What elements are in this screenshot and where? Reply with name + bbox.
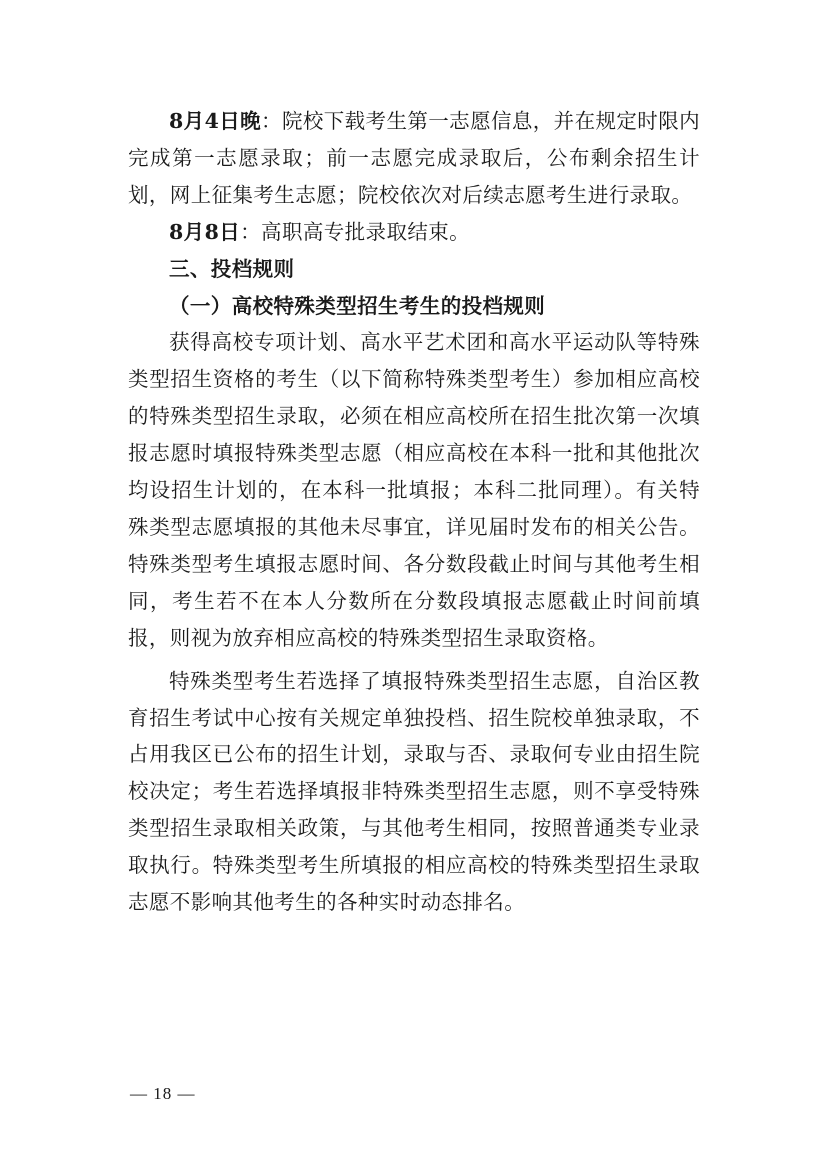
schedule-item-aug-8	[128, 214, 700, 251]
page-number: — 18 —	[130, 1084, 196, 1103]
schedule-text: ：院校下载考生第一志愿信息，并在规定时限内完成第一志愿录取；前一志愿完成录取后，公布剩余招生计划，网上征集考生志愿；院校依次对后续志愿考生进行录取。	[128, 109, 700, 207]
document-body	[128, 103, 700, 921]
schedule-text: ：高职高专批录取结束。	[240, 219, 471, 244]
schedule-date: 8月4日晚	[169, 109, 262, 133]
section-title: 三、投档规则	[169, 256, 295, 281]
body-paragraph: 获得高校专项计划、高水平艺术团和高水平运动队等特殊类型招生资格的考生（以下简称特殊类型考生）参加相应高校的特殊类型招生录取，必须在相应高校所在招生批次第一次填报志愿时填报特殊类型志愿（相应高校在本科一批和其他批次均设招生计划的，在本科一批填报；本科二批同理）。有关特殊类型志愿填报的其他未尽事宜，详见届时发布的相关公告。特殊类型考生填报志愿时间、各分数段截止时间与其他考生相同，考生若不在本人分数所在分数段填报志愿截止时间前填报，则视为放弃相应高校的特殊类型招生录取资格。	[128, 330, 700, 650]
body-paragraph: 特殊类型考生若选择了填报特殊类型招生志愿，自治区教育招生考试中心按有关规定单独投档、招生院校单独录取，不占用我区已公布的招生计划，录取与否、录取何专业由招生院校决定；考生若选择填报非特殊类型招生志愿，则不享受特殊类型招生录取相关政策，与其他考生相同，按照普通类专业录取执行。特殊类型考生所填报的相应高校的特殊类型招生录取志愿不影响其他考生的各种实时动态排名。	[128, 668, 700, 915]
schedule-item-aug-4	[128, 103, 700, 214]
subsection-title: （一）高校特殊类型招生考生的投档规则	[169, 293, 546, 318]
schedule-date: 8月8日	[169, 219, 241, 244]
